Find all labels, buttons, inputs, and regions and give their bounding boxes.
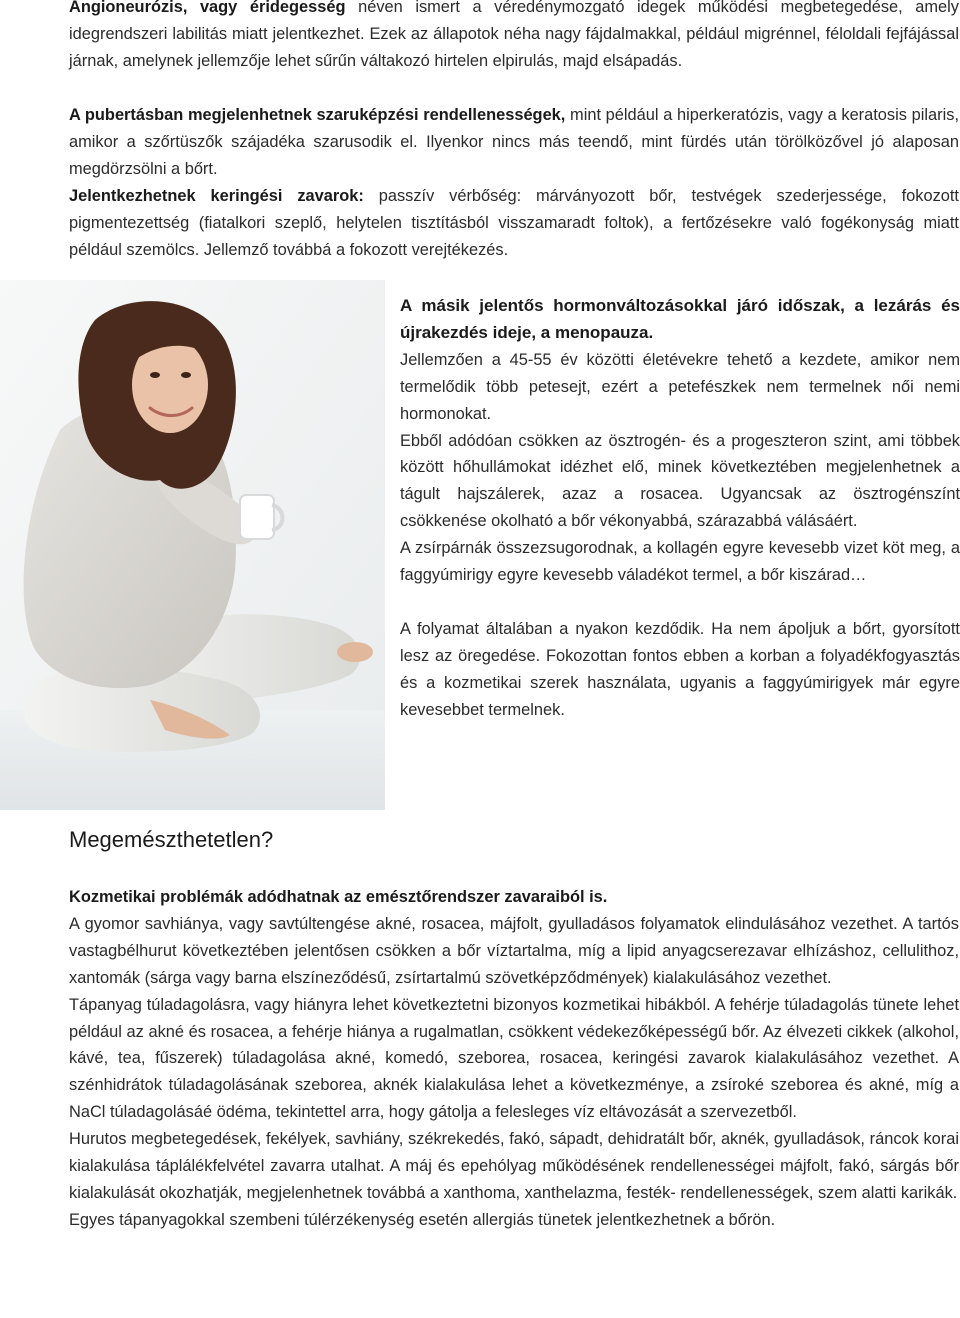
menopause-paragraph-2: Ebből adódóan csökken az ösztrogén- és a progeszteron szint, ami többek között hőhullámokat idézhet elő, minek következtében megjelenhetnek a tágult hajszálerek, azaz a rosacea. Ugyancsak az ösztrogénszínt csökkenése okolható a bőr vékonyabbá, szárazabbá válásáért.: [400, 431, 960, 531]
smiling-woman-with-cup-photo: [0, 280, 385, 810]
section-heading-digestion: Megemészthetetlen?: [69, 827, 274, 852]
digestion-section: [69, 884, 959, 1234]
digestion-lead: Kozmetikai problémák adódhatnak az emésztőrendszer zavaraiból is.: [69, 888, 608, 906]
menopause-paragraph-3: A zsírpárnák összezsugorodnak, a kollagén egyre kevesebb vizet köt meg, a faggyúmirigy egyre kevesebb váladékot termel, a bőr kiszárad…: [400, 539, 960, 585]
intro-p3-text: passzív vérbőség: márványozott bőr, testvégek szederjessége, fokozott pigmentezettség (fiatalkori szeplő, helytelen tisztításból visszamaradt foltok), a fertőzésekre való fogékonyság miatt például szemölcs. Jellemző továbbá a fokozott verejtékezés.: [69, 187, 959, 259]
menopause-section: [400, 293, 960, 723]
digestion-paragraph-4: Egyes tápanyagokkal szembeni túlérzékenység esetén allergiás tünetek jelentkezhetnek a bőrön.: [69, 1210, 776, 1229]
digestion-paragraph-2: Tápanyag túladagolásra, vagy hiányra lehet következtetni bizonyos kozmetikai hibákból. A fehérje túladagolás tünete lehet például az akné és rosacea, a fehérje hiánya a rugalmatlan, csökkent védekezőképességű bőr. Az élvezeti cikkek (alkohol, kávé, tea, fűszerek) túladagolása akné, komedó, szeborea, rosacea, keringési zavarok kialakulásához vezethet. A szénhidrátok túladagolásának szeborea, aknék kialakulása lehet a következménye, a zsíroké szeborea és akné, míg a NaCl túladagolásáé ödéma, tekintettel arra, hogy gátolja a felesleges víz eltávozását a szervezetből.: [69, 995, 959, 1122]
intro-p1-text: néven ismert a véredénymozgató idegek működési megbetegedése, amely idegrendszeri labilitás miatt jelentkezhet. Ezek az állapotok néha nagy fájdalmakkal, például migrénnel, féloldali fejfájással járnak, amelynek jellemzője lehet sűrűn váltakozó hirtelen elpirulás, majd elsápadás.: [69, 0, 959, 70]
menopause-lead: A másik jelentős hormonváltozásokkal járó időszak, a lezárás és újrakezdés ideje, a menopauza.: [400, 296, 960, 342]
intro-p3-bold: Jelentkezhetnek keringési zavarok:: [69, 187, 364, 205]
digestion-paragraph-3: Hurutos megbetegedések, fekélyek, savhiány, székrekedés, fakó, sápadt, dehidratált bőr, aknék, gyulladások, ráncok korai kialakulása táplálékfelvétel zavarra utalhat. A máj és epehólyag működésének rendellenességei májfolt, fakó, sárgás bőr kialakulását okozhatják, megjelenhetnek továbbá a xanthoma, xanthelazma, festék- rendellenességek, szem alatti karikák.: [69, 1130, 959, 1202]
digestion-paragraph-1: A gyomor savhiánya, vagy savtúltengése akné, rosacea, májfolt, gyulladásos folyamatok elindulásához vezethet. A tartós vastagbélhurut következtében jelentősen csökken a bőr víztartalma, míg a lipid anyagcserezavar elhízáshoz, cellulithoz, xantomák (sárga vagy barna elszíneződésű, zsírtartalmú szövetképződmények) kialakulásához vezethet.: [69, 914, 959, 987]
intro-paragraph-angioneurosis: [69, 0, 959, 75]
intro-paragraph-circulation: [69, 183, 959, 264]
intro-p1-bold: Angioneurózis, vagy éridegesség: [69, 0, 346, 16]
intro-paragraph-puberty: [69, 102, 959, 183]
menopause-paragraph-4: A folyamat általában a nyakon kezdődik. Ha nem ápoljuk a bőrt, gyorsított lesz az öregedése. Fokozottan fontos ebben a korban a folyadékfogyasztás és a kozmetikai szerek használata, ugyanis a faggyúmirigyek már egyre kevesebbet termelnek.: [400, 619, 960, 719]
menopause-paragraph-1: Jellemzően a 45-55 év közötti életévekre tehető a kezdete, amikor nem termelődik több petesejt, ezért a petefészkek nem termelnek női nemi hormonokat.: [400, 350, 960, 423]
intro-p2-text: mint például a hiperkeratózis, vagy a keratosis pilaris, amikor a szőrtüszők szájadéka szarusodik el. Ilyenkor nincs más teendő, mint fürdés után törölközővel jó alaposan megdörzsölni a bőrt.: [69, 106, 959, 178]
intro-p2-bold: A pubertásban megjelenhetnek szaruképzési rendellenességek,: [69, 106, 566, 124]
